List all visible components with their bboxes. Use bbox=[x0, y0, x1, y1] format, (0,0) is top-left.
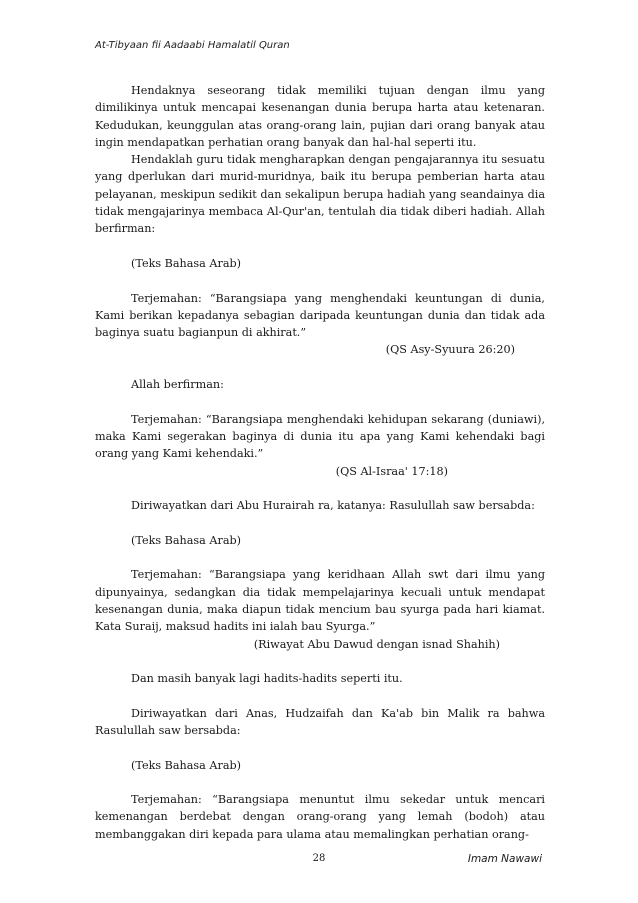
translation-paragraph: Terjemahan: “Barangsiapa menghendaki kehidupan sekarang (duniawi), maka Kami segerakan baginya di dunia itu apa yang Kami kehendaki bagi orang yang Kami kehendaki.” bbox=[95, 412, 545, 461]
running-footer-author: Imam Nawawi bbox=[467, 853, 542, 865]
verse-reference-text: (QS Al-Israa' 17:18) bbox=[335, 464, 448, 478]
arabic-text-placeholder: (Teks Bahasa Arab) bbox=[131, 758, 242, 772]
paragraph: Hendaklah guru tidak mengharapkan dengan pengajarannya itu sesuatu yang dperlukan dari murid-muridnya, baik itu berupa pemberian harta atau pelayanan, meskipun sedikit dan sekalipun berupa hadiah yang seandainya dia tidak mengajarinya membaca Al-Qur'an, tentulah dia tidak diberi hadiah. Allah berfirman: bbox=[95, 153, 545, 236]
body-text bbox=[95, 82, 545, 843]
translation-paragraph: Terjemahan: “Barangsiapa yang keridhaan Allah swt dari ilmu yang dipunyainya, sedangkan dia tidak mempelajarinya kecuali untuk mendapat kesenangan dunia, maka diapun tidak mencium bau syurga pada hari kiamat. Kata Suraij, maksud hadits ini ialah bau Syurga.” bbox=[95, 568, 545, 634]
paragraph: Allah berfirman: bbox=[131, 378, 224, 392]
translation-paragraph: Terjemahan: “Barangsiapa menuntut ilmu sekedar untuk mencari kemenangan berdebat dengan orang-orang yang lemah (bodoh) atau membanggakan diri kepada para ulama atau memalingkan perhatian orang- bbox=[95, 793, 545, 841]
running-header: At-Tibyaan fii Aadaabi Hamalatil Quran bbox=[95, 40, 290, 51]
hadith-reference bbox=[95, 636, 545, 653]
arabic-text-placeholder: (Teks Bahasa Arab) bbox=[131, 256, 242, 270]
hadith-reference-text: (Riwayat Abu Dawud dengan isnad Shahih) bbox=[253, 637, 500, 651]
paragraph: Diriwayatkan dari Abu Hurairah ra, katanya: Rasulullah saw bersabda: bbox=[131, 499, 535, 513]
arabic-text-placeholder: (Teks Bahasa Arab) bbox=[131, 533, 242, 547]
paragraph: Hendaknya seseorang tidak memiliki tujuan dengan ilmu yang dimilikinya untuk mencapai kesenangan dunia berupa harta atau ketenaran. Kedudukan, keunggulan atas orang-orang lain, pujian dari orang banyak atau ingin mendapatkan perhatian orang banyak dan hal-hal seperti itu. bbox=[95, 84, 545, 149]
paragraph: Dan masih banyak lagi hadits-hadits seperti itu. bbox=[131, 672, 403, 686]
verse-reference-text: (QS Asy-Syuura 26:20) bbox=[385, 343, 515, 357]
paragraph: Diriwayatkan dari Anas, Hudzaifah dan Ka'ab bin Malik ra bahwa Rasulullah saw bersabda: bbox=[95, 706, 545, 737]
translation-paragraph: Terjemahan: “Barangsiapa yang menghendaki keuntungan di dunia, Kami berikan kepadanya sebagian daripada keuntungan dunia dan tidak ada baginya suatu bagianpun di akhirat.” bbox=[95, 291, 545, 340]
page-number: 28 bbox=[312, 853, 326, 864]
verse-reference bbox=[95, 463, 545, 480]
verse-reference bbox=[95, 341, 545, 358]
